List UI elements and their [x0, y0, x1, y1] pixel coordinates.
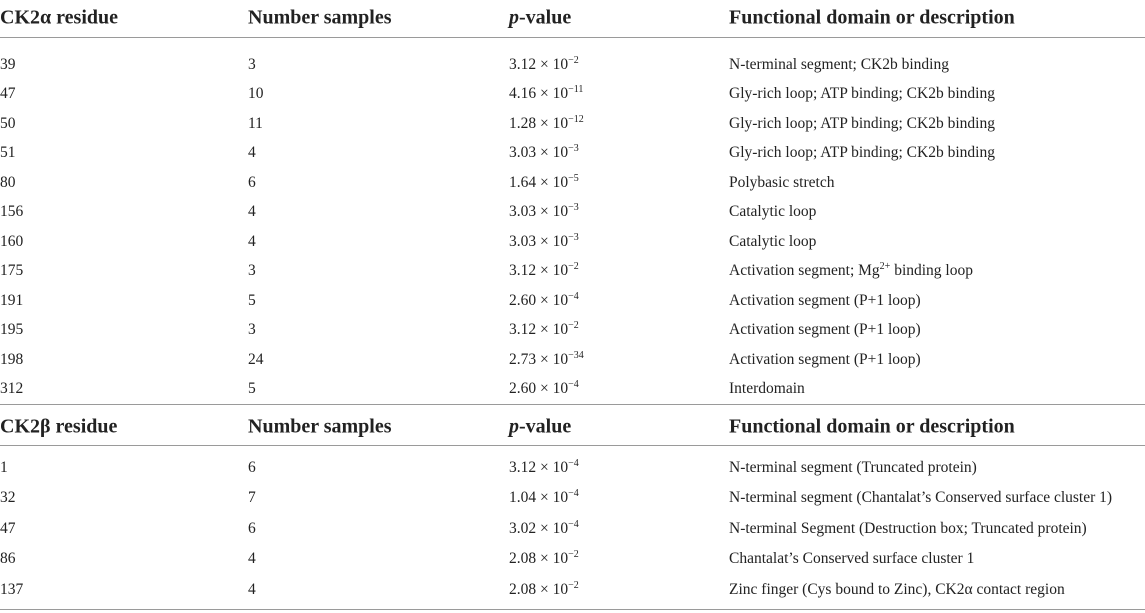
table-row [0, 139, 1145, 169]
alpha-header-samples: Number samples [248, 6, 392, 29]
samples-cell: 4 [248, 203, 256, 221]
pvalue-cell: $2.08 \times 10^{-2}$ [509, 549, 579, 568]
pvalue-cell: $2.08 \times 10^{-2}$ [509, 579, 579, 598]
samples-cell: 4 [248, 580, 256, 598]
table-row [0, 80, 1145, 110]
description-cell: Activation segment (P+1 loop) [729, 350, 921, 368]
samples-cell: 5 [248, 291, 256, 309]
description-cell: Interdomain [729, 380, 805, 398]
description-cell: Gly-rich loop; ATP binding; CK2b binding [729, 144, 995, 162]
pvalue-cell: $3.03 \times 10^{-3}$ [509, 231, 579, 250]
pvalue-cell: $1.04 \times 10^{-4}$ [509, 488, 579, 507]
samples-cell: 10 [248, 85, 264, 103]
beta-header-pvalue: p-value [509, 415, 572, 438]
description-cell: N-terminal segment; CK2b binding [729, 55, 949, 73]
residue-cell: 86 [0, 550, 16, 568]
residue-cell: 175 [0, 262, 24, 280]
beta-header-row [0, 409, 1145, 445]
residue-cell: 1 [0, 458, 8, 476]
alpha-header-residue: CK2α residue [0, 6, 119, 29]
table-row [0, 375, 1145, 405]
residue-cell: 47 [0, 85, 16, 103]
table-row [0, 316, 1145, 346]
samples-cell: 4 [248, 144, 256, 162]
description-cell: N-terminal Segment (Destruction box; Truncated protein) [729, 519, 1087, 537]
description-cell: Chantalat’s Conserved surface cluster 1 [729, 550, 975, 568]
residue-cell: 50 [0, 114, 16, 132]
beta-header-description: Functional domain or description [729, 415, 1015, 438]
table-row [0, 545, 1145, 575]
pvalue-cell: $2.60 \times 10^{-4}$ [509, 290, 579, 309]
residue-cell: 51 [0, 144, 16, 162]
description-cell: Polybasic stretch [729, 173, 835, 191]
pvalue-cell: $3.03 \times 10^{-3}$ [509, 202, 579, 221]
table-row [0, 198, 1145, 228]
samples-cell: 11 [248, 114, 263, 132]
samples-cell: 24 [248, 350, 264, 368]
beta-header-divider [0, 445, 1145, 446]
description-cell: Gly-rich loop; ATP binding; CK2b binding [729, 85, 995, 103]
pvalue-cell: $3.12 \times 10^{-2}$ [509, 320, 579, 339]
table-row [0, 345, 1145, 375]
samples-cell: 7 [248, 489, 256, 507]
pvalue-cell: $3.03 \times 10^{-3}$ [509, 143, 579, 162]
description-cell: N-terminal segment (Truncated protein) [729, 458, 977, 476]
table-row [0, 227, 1145, 257]
description-cell: N-terminal segment (Chantalat’s Conserved surface cluster 1) [729, 489, 1113, 507]
pvalue-cell: $4.16 \times 10^{-11}$ [509, 84, 584, 103]
residue-cell: 160 [0, 232, 24, 250]
pvalue-cell: $2.60 \times 10^{-4}$ [509, 379, 579, 398]
alpha-header-divider [0, 37, 1145, 38]
residue-cell: 191 [0, 291, 24, 309]
table-row [0, 257, 1145, 287]
table-row [0, 168, 1145, 198]
residue-cell: 137 [0, 580, 24, 598]
description-cell: Zinc finger (Cys bound to Zinc), CK2α contact region [729, 580, 1065, 598]
beta-header-residue: CK2β residue [0, 415, 118, 438]
description-cell: Activation segment (P+1 loop) [729, 291, 921, 309]
samples-cell: 6 [248, 519, 256, 537]
samples-cell: 3 [248, 321, 256, 339]
table-row [0, 453, 1145, 483]
table-row [0, 50, 1145, 80]
alpha-header-pvalue: p-value [509, 6, 572, 29]
alpha-header-description: Functional domain or description [729, 6, 1015, 29]
beta-header-samples: Number samples [248, 415, 392, 438]
description-cell: Activation segment; $Mg^{2+}$ binding loop [729, 261, 973, 280]
samples-cell: 6 [248, 173, 256, 191]
pvalue-cell: $2.73 \times 10^{-34}$ [509, 349, 584, 368]
table-bottom-rule [0, 609, 1145, 610]
samples-cell: 3 [248, 55, 256, 73]
samples-cell: 4 [248, 550, 256, 568]
residue-cell: 80 [0, 173, 16, 191]
samples-cell: 4 [248, 232, 256, 250]
alpha-header-row [0, 0, 1145, 36]
pvalue-cell: $1.64 \times 10^{-5}$ [509, 172, 579, 191]
table-row [0, 109, 1145, 139]
description-cell: Catalytic loop [729, 232, 817, 250]
residue-cell: 156 [0, 203, 24, 221]
pvalue-cell: $3.12 \times 10^{-2}$ [509, 261, 579, 280]
samples-cell: 6 [248, 458, 256, 476]
description-cell: Catalytic loop [729, 203, 817, 221]
residue-cell: 195 [0, 321, 24, 339]
samples-cell: 3 [248, 262, 256, 280]
samples-cell: 5 [248, 380, 256, 398]
description-cell: Gly-rich loop; ATP binding; CK2b binding [729, 114, 995, 132]
table-row [0, 514, 1145, 544]
table-row [0, 484, 1145, 514]
pvalue-cell: $3.12 \times 10^{-4}$ [509, 457, 579, 476]
residue-cell: 312 [0, 380, 24, 398]
residue-cell: 39 [0, 55, 16, 73]
pvalue-cell: $3.02 \times 10^{-4}$ [509, 518, 579, 537]
table-row [0, 575, 1145, 605]
table-row [0, 286, 1145, 316]
residue-cell: 47 [0, 519, 16, 537]
residue-cell: 198 [0, 350, 24, 368]
section-divider [0, 404, 1145, 405]
description-cell: Activation segment (P+1 loop) [729, 321, 921, 339]
residue-cell: 32 [0, 489, 16, 507]
pvalue-cell: $1.28 \times 10^{-12}$ [509, 113, 584, 132]
pvalue-cell: $3.12 \times 10^{-2}$ [509, 54, 579, 73]
